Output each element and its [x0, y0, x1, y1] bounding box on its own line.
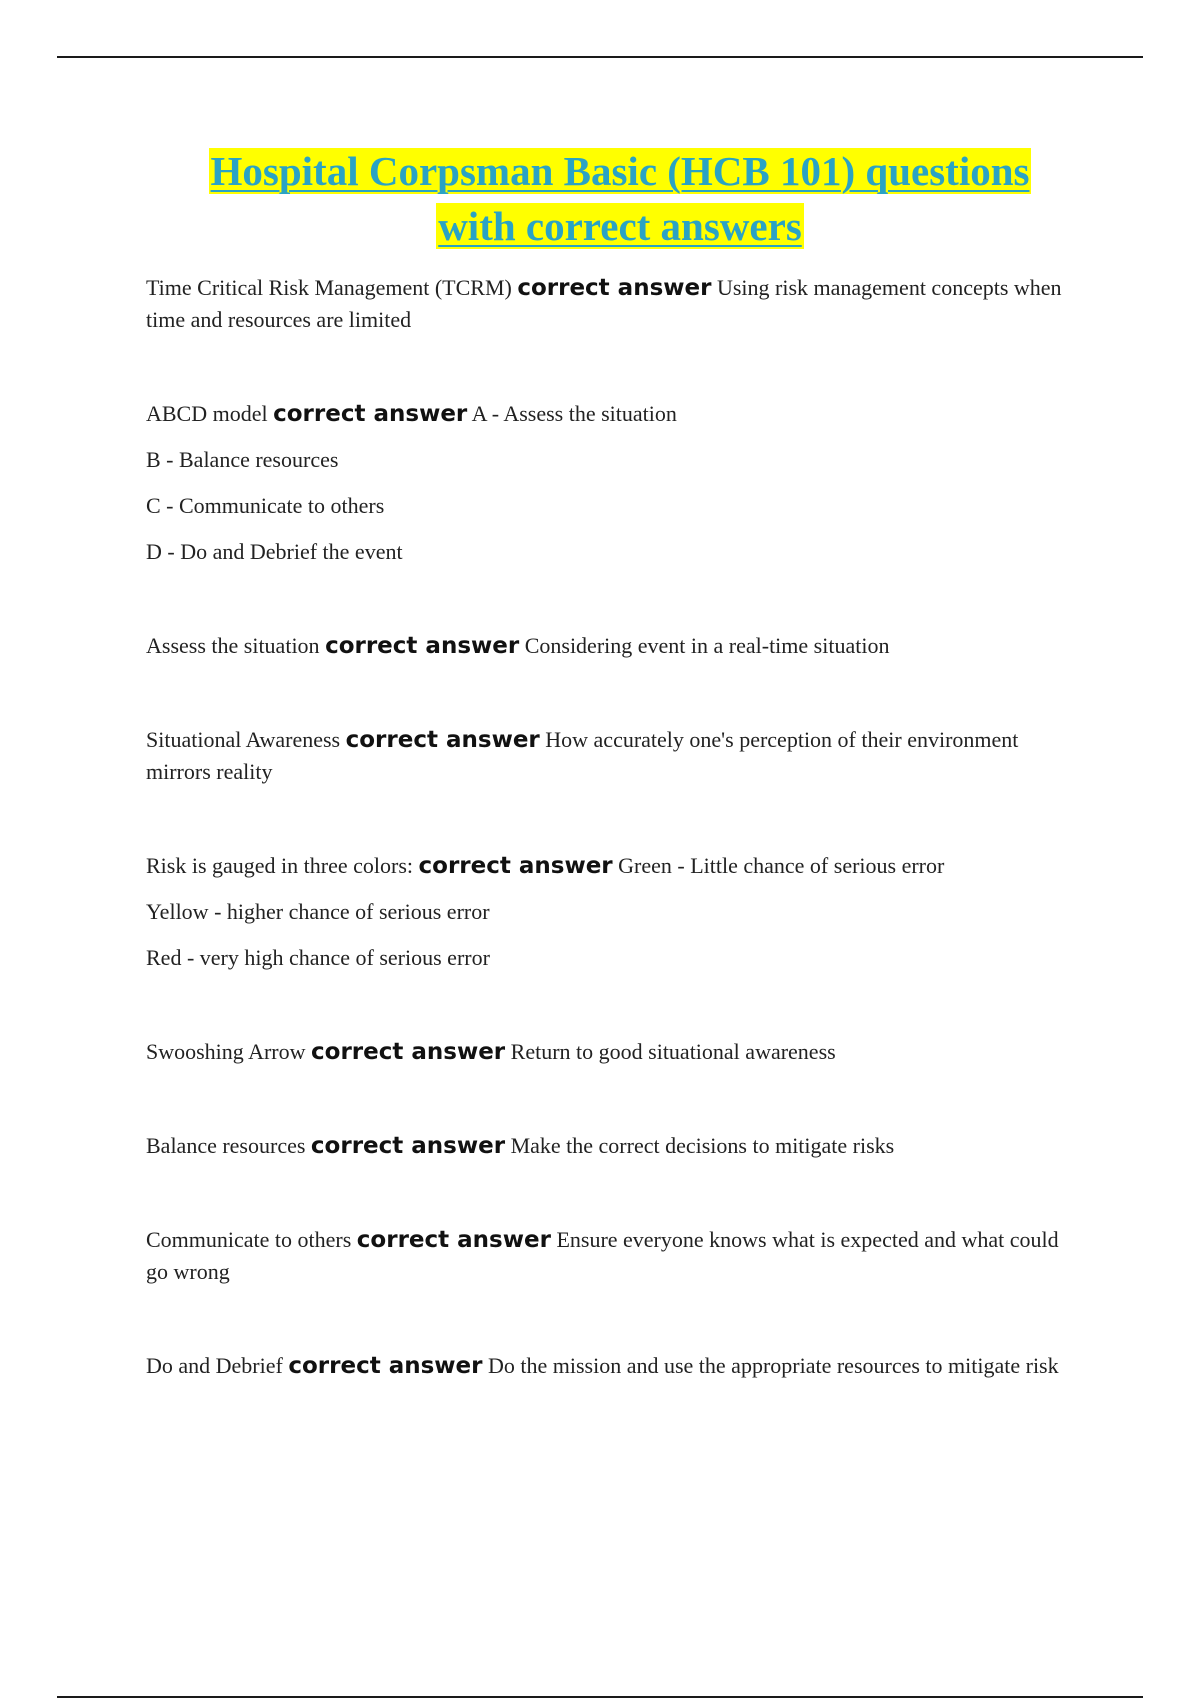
answer-text: How accurately one's perception of their environment mirrors reality — [146, 727, 1019, 784]
correct-answer-label: correct answer — [288, 1353, 483, 1379]
qa-line — [146, 1130, 1081, 1162]
qa-line — [146, 1036, 1081, 1068]
qa-item-balance-resources — [146, 1130, 1081, 1162]
qa-item-assess-situation — [146, 630, 1081, 662]
qa-line — [146, 724, 1081, 788]
qa-line — [146, 398, 1081, 430]
answer-text: Make the correct decisions to mitigate risks — [510, 1133, 895, 1158]
qa-line — [146, 1350, 1081, 1382]
question-term: Balance resources — [146, 1133, 306, 1158]
qa-list — [146, 272, 1081, 1382]
qa-line — [146, 630, 1081, 662]
answer-text: Return to good situational awareness — [510, 1039, 836, 1064]
correct-answer-label: correct answer — [273, 401, 468, 427]
qa-line — [146, 1224, 1081, 1288]
page-title-line-1: Hospital Corpsman Basic (HCB 101) questions — [210, 148, 1030, 194]
correct-answer-label: correct answer — [356, 1227, 551, 1253]
question-term: Assess the situation — [146, 633, 320, 658]
qa-line — [146, 850, 1081, 882]
question-term: Do and Debrief — [146, 1353, 283, 1378]
question-term: Risk is gauged in three colors: — [146, 853, 414, 878]
answer-extra-line: Red - very high chance of serious error — [146, 945, 490, 970]
answer-text: Considering event in a real-time situation — [524, 633, 890, 658]
question-term: Communicate to others — [146, 1227, 352, 1252]
qa-item-communicate-to-others — [146, 1224, 1081, 1288]
correct-answer-label: correct answer — [325, 633, 520, 659]
question-term: Swooshing Arrow — [146, 1039, 306, 1064]
question-term: Time Critical Risk Management (TCRM) — [146, 275, 512, 300]
correct-answer-label: correct answer — [345, 727, 540, 753]
answer-text: Ensure everyone knows what is expected and what could go wrong — [146, 1227, 1059, 1284]
answer-extra-line: B - Balance resources — [146, 447, 339, 472]
correct-answer-label: correct answer — [311, 1039, 506, 1065]
answer-text: Do the mission and use the appropriate resources to mitigate risk — [487, 1353, 1059, 1378]
qa-item-tcrm — [146, 272, 1081, 336]
question-term: Situational Awareness — [146, 727, 341, 752]
qa-item-risk-colors — [146, 850, 1081, 974]
page-title — [130, 144, 1110, 254]
question-term: ABCD model — [146, 401, 268, 426]
answer-text: Green - Little chance of serious error — [618, 853, 945, 878]
answer-text: A - Assess the situation — [471, 401, 677, 426]
correct-answer-label: correct answer — [310, 1133, 506, 1159]
qa-line — [146, 272, 1081, 336]
answer-extra-line: Yellow - higher chance of serious error — [146, 899, 490, 924]
correct-answer-label: correct answer — [418, 853, 613, 879]
header-rule — [57, 56, 1143, 58]
qa-item-abcd-model — [146, 398, 1081, 568]
correct-answer-label: correct answer — [517, 275, 712, 301]
page-title-line-2: with correct answers — [438, 203, 802, 249]
answer-extra-line: C - Communicate to others — [146, 493, 385, 518]
footer-rule — [57, 1696, 1143, 1698]
qa-item-do-and-debrief — [146, 1350, 1081, 1382]
answer-extra-line: D - Do and Debrief the event — [146, 539, 403, 564]
qa-item-situational-awareness — [146, 724, 1081, 788]
qa-item-swooshing-arrow — [146, 1036, 1081, 1068]
answer-text: Using risk management concepts when time and resources are limited — [146, 275, 1062, 332]
